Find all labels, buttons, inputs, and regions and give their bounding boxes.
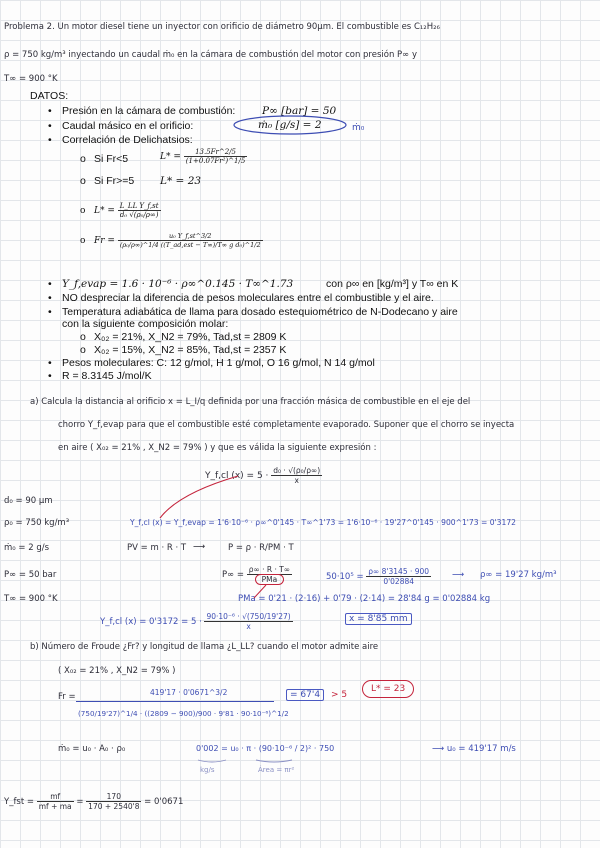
u0-result: ⟶ u₀ = 419'17 m/s — [432, 744, 516, 754]
x-equation: Y_f,cl (x) = 0'3172 = 5 · $\frac{\text{90·10⁻⁶ · √(750/19'27)}}{x}$ — [100, 612, 291, 631]
pinf-calculation: 50·10⁵ = $\frac{\rho\infty 8'3145 \cdot 900}{0'02884}$ — [326, 567, 430, 586]
rho0-value: ρ₀ = 750 kg/m³ — [4, 518, 70, 528]
yf-evap-calculation: Y_f,cl (x) = Y_f,evap = 1'6·10⁻⁶ · ρ∞^0'145 · T∞^1'73 = 1'6·10⁻⁶ · 19'27^0'145 · 900^1'73 = 0'3172 — [130, 518, 516, 527]
composicion-1: o X₀₂ = 21%, X_N2 = 79%, Tad,st = 2809 K — [80, 331, 287, 343]
datos-pesos: • Pesos moleculares: C: 12 g/mol, H 1 g/mol, O 16 g/mol, N 14 g/mol — [48, 357, 375, 369]
part-a-expression: Y_f,cl (x) = 5 · $\frac{\text{d₀ · √(ρ₀/ρ∞)}}{x}$ — [205, 466, 321, 485]
lstar-formula-1: L* = $\frac{13.5Fr\^{}2/5}{\text{(1+0.07Fr²)\textasciicircum{}1/5}}$ — [160, 148, 246, 165]
pma-calculation: PMa = 0'21 · (2·16) + 0'79 · (2·14) = 28'84 g = 0'02884 kg — [238, 594, 491, 604]
datos-temperatura-2: con la siguiente composición molar: — [62, 318, 229, 330]
note-area: Área = πr² — [258, 766, 295, 774]
datos-r: • R = 8.3145 J/mol/K — [48, 370, 152, 382]
si-fr-menor: o Si Fr<5 — [80, 153, 129, 165]
pinf-value: P∞ = 50 bar — [4, 570, 57, 580]
yf-units: con ρ∞ en [kg/m³] y T∞ en K — [326, 278, 459, 290]
composicion-2: o X₀₂ = 15%, X_N2 = 85%, Tad,st = 2357 K — [80, 344, 287, 356]
si-fr-mayor: o Si Fr>=5 — [80, 175, 135, 187]
caudal-value: ṁ₀ [g/s] = 2 — [258, 119, 322, 131]
mdot-calculation: 0'002 = u₀ · π · (90·10⁻⁶ / 2)² · 750 — [196, 744, 335, 753]
pinf-equation: P∞ = $\frac{\rho\infty \cdot R \cdot T\infty}{\text{PMa}}$ — [222, 565, 291, 584]
froude-denominator: (750/19'27)^1/4 · ((2809 − 900)/900 · 9'81 · 90·10⁻⁶)^1/2 — [78, 709, 289, 718]
d0-value: d₀ = 90 μm — [4, 496, 53, 506]
presion-value: P∞ [bar] = 50 — [262, 105, 337, 117]
datos-correlacion: • Correlación de Delichatsios: — [48, 134, 193, 146]
arrow-1: ⟶ — [193, 542, 206, 552]
lstar-definition: o L* = $\frac{\text{L\_LL Y\_f,st}}{\text{d₀ √(ρ₀/ρ∞)}}$ — [80, 202, 159, 219]
froude-numerator: 419'17 · 0'0671^3/2 — [150, 688, 228, 697]
froude-calc-lhs: Fr = — [58, 692, 76, 702]
underline-brace-1 — [198, 760, 226, 762]
problem-statement-line1: Problema 2. Un motor diesel tiene un inyector con orificio de diámetro 90μm. El combustible es C₁₂H₂₆ — [4, 22, 440, 32]
tinf-value: T∞ = 900 °K — [4, 594, 58, 604]
lstar-result: L* = 23 — [362, 684, 414, 694]
underline-brace-2 — [256, 760, 292, 762]
arrow-2: ⟶ — [452, 570, 465, 580]
m0-annotation: ṁ₀ — [352, 123, 365, 133]
problem-statement-line3: T∞ = 900 °K — [4, 74, 58, 84]
part-a-question-1: a) Calcula la distancia al orificio x = L_I/q definida por una fracción másica de combustible en el eje del — [30, 397, 471, 407]
froude-definition: o Fr = $\frac{\text{u₀ Y\_f,st\textasciicircum{}3/2}}{\text{(ρ₀/ρ∞)\textasciicircum{}1/4 ((T\_ad,est − T∞)/T∞ g d₀)\textasciicircum{}1/2}}$ — [80, 232, 261, 249]
yfst-equation: Y_fst = $\frac{mf}{mf + ma}$ = $\frac{170}{170 + 2540'8}$ = 0'0671 — [4, 792, 184, 811]
datos-temperatura-1: • Temperatura adiabática de llama para dosado estequiométrico de N-Dodecano y aire — [48, 306, 458, 318]
note-kg-s: kg/s — [200, 766, 215, 774]
datos-caudal: • Caudal másico en el orificio: — [48, 120, 194, 132]
x-result: x = 8'85 mm — [345, 614, 412, 624]
part-b-question-1: b) Número de Froude ¿Fr? y longitud de llama ¿L_LL? cuando el motor admite aire — [30, 642, 379, 652]
part-a-question-3: en aire ( X₀₂ = 21% , X_N2 = 79% ) y que es válida la siguiente expresión : — [58, 443, 377, 453]
datos-no-despreciar: • NO despreciar la diferencia de pesos moleculares entre el combustible y el aire. — [48, 292, 434, 304]
rho-inf-result: ρ∞ = 19'27 kg/m³ — [480, 570, 557, 580]
froude-result: = 67'4 — [286, 690, 324, 700]
greater-than-5: > 5 — [331, 690, 348, 700]
part-b-question-2: ( X₀₂ = 21% , X_N2 = 79% ) — [58, 666, 176, 676]
lstar-formula-2: L* = 23 — [160, 175, 202, 187]
froude-fraction-bar — [76, 701, 274, 702]
density-relation: P = ρ · R/PM · T — [228, 543, 294, 553]
yf-evap-formula: • Y_f,evap = 1.6 · 10⁻⁶ · ρ∞^0.145 · T∞^1.73 — [48, 278, 294, 290]
mdot-equation: ṁ₀ = u₀ · A₀ · ρ₀ — [58, 744, 126, 754]
datos-presion: • Presión en la cámara de combustión: — [48, 105, 236, 117]
ideal-gas-law: PV = m · R · T — [127, 543, 187, 553]
part-a-question-2: chorro Y_f,evap para que el combustible esté completamente evaporado. Suponer que el chorro se inyecta — [58, 420, 515, 430]
datos-title: DATOS: — [30, 90, 69, 102]
m0-value: ṁ₀ = 2 g/s — [4, 543, 50, 553]
problem-statement-line2: ρ = 750 kg/m³ inyectando un caudal ṁ₀ en la cámara de combustión del motor con presión P∞ y — [4, 50, 417, 60]
